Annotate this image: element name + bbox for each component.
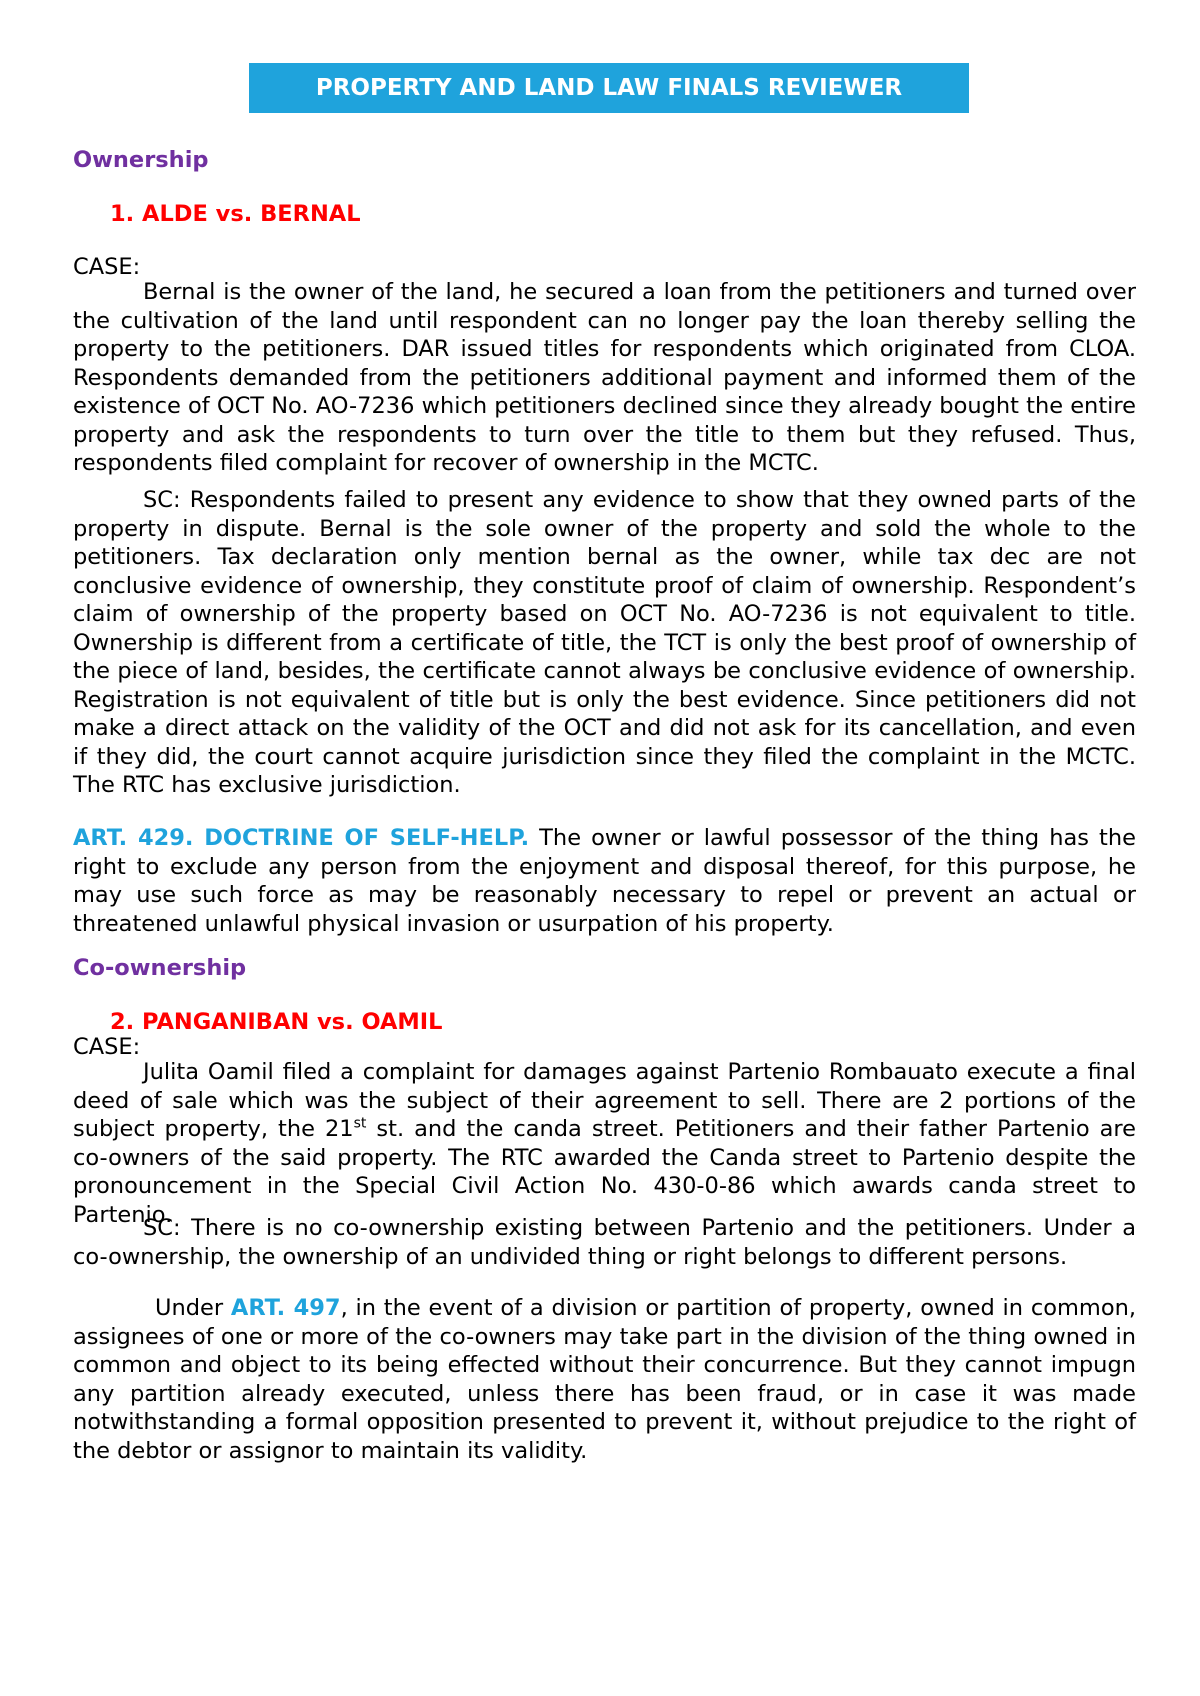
case-title-text: 1. ALDE vs. BERNAL xyxy=(110,201,361,227)
case-title-alde-vs-bernal xyxy=(73,200,1136,229)
section-heading-text: Co-ownership xyxy=(73,955,247,981)
article-429-text: The owner or lawful possessor of the thing has the right to exclude any person from the enjoyment and disposal thereof, for this purpose, he may use such force as may be reasonably necessary to repel or prevent an actual or threatened unlawful physical invasion or usurpation of his property. xyxy=(73,825,1136,937)
article-497-text: , in the event of a division or partition of property, owned in common, assignees of one or more of the co-owners may take part in the division of the thing owned in common and object to its being effected without their concurrence. But they cannot impugn any partition already executed, unless there has been fraud, or in case it was made notwithstanding a formal opposition presented to prevent it, without prejudice to the right of the debtor or assignor to maintain its validity. xyxy=(73,1295,1136,1464)
document-title: PROPERTY AND LAND LAW FINALS REVIEWER xyxy=(249,63,969,113)
case-title-text: 2. PANGANIBAN vs. OAMIL xyxy=(110,1009,443,1035)
article-429-paragraph xyxy=(73,824,1136,938)
article-429-label: ART. 429. DOCTRINE OF SELF-HELP. xyxy=(73,825,530,851)
case-facts-part2: st. and the canda street. Petitioners and their father Partenio are co-owners of the said property. The RTC awarded the Canda street to Partenio despite the pronouncement in the Special Civil Action No. 430-0-86 which awards canda street to Partenio. xyxy=(73,1116,1136,1228)
section-heading-text: Ownership xyxy=(73,147,209,173)
superscript-st: st xyxy=(353,1115,367,1132)
case-label-text: CASE: xyxy=(73,254,141,280)
article-497-label: ART. 497 xyxy=(230,1295,341,1321)
section-heading-coownership xyxy=(73,954,1136,983)
case-facts-paragraph xyxy=(73,1058,1136,1229)
case-facts-paragraph: Bernal is the owner of the land, he secured a loan from the petitioners and turned over the cultivation of the land until respondent can no longer pay the loan thereby selling the property to the petitioners. DAR issued titles for respondents which originated from CLOA. Respondents demanded from the petitioners additional payment and informed them of the existence of OCT No. AO-7236 which petitioners declined since they already bought the entire property and ask the respondents to turn over the title to them but they refused. Thus, respondents filed complaint for recover of ownership in the MCTC. xyxy=(73,279,1136,476)
section-heading-ownership xyxy=(73,146,1136,175)
article-497-prefix: Under xyxy=(155,1295,231,1321)
case-ruling-paragraph: SC: There is no co-ownership existing between Partenio and the petitioners. Under a co-ownership, the ownership of an undivided thing or right belongs to different persons. xyxy=(73,1215,1136,1270)
case-ruling-paragraph: SC: Respondents failed to present any evidence to show that they owned parts of the property in dispute. Bernal is the sole owner of the property and sold the whole to the petitioners. Tax declaration only mention bernal as the owner, while tax dec are not conclusive evidence of ownership, they constitute proof of claim of ownership. Respondent’s claim of ownership of the property based on OCT No. AO-7236 is not equivalent to title. Ownership is different from a certificate of title, the TCT is only the best proof of ownership of the piece of land, besides, the certificate cannot always be conclusive evidence of ownership. Registration is not equivalent of title but is only the best evidence. Since petitioners did not make a direct attack on the validity of the OCT and did not ask for its cancellation, and even if they did, the court cannot acquire jurisdiction since they filed the complaint in the MCTC. The RTC has exclusive jurisdiction. xyxy=(73,487,1136,798)
case-facts-part1: Julita Oamil filed a complaint for damages against Partenio Rombauato execute a final deed of sale which was the subject of their agreement to sell. There are 2 portions of the subject property, the 21 xyxy=(73,1059,1136,1142)
article-497-paragraph xyxy=(73,1294,1136,1465)
case-label-text: CASE: xyxy=(73,1034,141,1060)
